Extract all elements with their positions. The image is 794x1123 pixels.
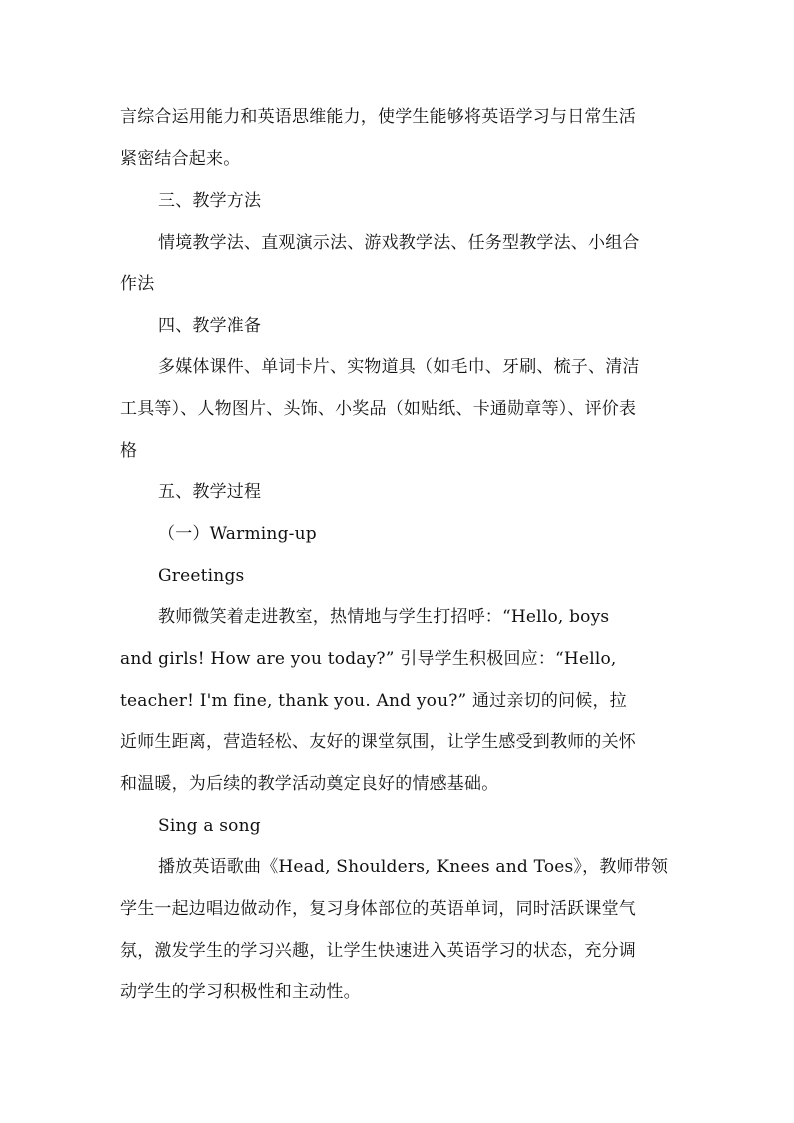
activity-title-greetings: Greetings: [158, 566, 245, 586]
paragraph-line: 工具等）、人物图片、头饰、小奖品（如贴纸、卡通勋章等）、评价表: [120, 399, 637, 419]
paragraph-line: 格: [120, 441, 138, 461]
paragraph-line: 言综合运用能力和英语思维能力，使学生能够将英语学习与日常生活: [120, 107, 636, 127]
paragraph-line: 多媒体课件、单词卡片、实物道具（如毛巾、牙刷、梳子、清洁: [158, 357, 640, 377]
paragraph-line: 教师微笑着走进教室，热情地与学生打招呼：“Hello, boys: [158, 607, 610, 627]
paragraph-line: 播放英语歌曲《Head, Shoulders, Knees and Toes》，教师带领: [158, 857, 669, 877]
activity-title-sing-a-song: Sing a song: [158, 816, 261, 836]
paragraph-line: 动学生的学习积极性和主动性。: [120, 982, 361, 1002]
subsection-heading-warming-up: （一）Warming-up: [158, 524, 317, 544]
paragraph-line: 和温暖，为后续的教学活动奠定良好的情感基础。: [120, 774, 499, 794]
paragraph-line: 情境教学法、直观演示法、游戏教学法、任务型教学法、小组合: [158, 233, 640, 253]
paragraph-line: and girls! How are you today?” 引导学生积极回应：“Hello,: [120, 649, 617, 669]
paragraph-line: 作法: [120, 274, 155, 294]
paragraph-line: 学生一起边唱边做动作，复习身体部位的英语单词，同时活跃课堂气: [120, 899, 636, 919]
section-heading-teaching-methods: 三、教学方法: [158, 191, 262, 211]
section-heading-teaching-preparation: 四、教学准备: [158, 316, 262, 336]
paragraph-line: teacher! I'm fine, thank you. And you?” 通过亲切的问候，拉: [120, 691, 627, 711]
paragraph-line: 氛，激发学生的学习兴趣，让学生快速进入英语学习的状态，充分调: [120, 941, 636, 961]
paragraph-line: 紧密结合起来。: [120, 149, 241, 169]
paragraph-line: 近师生距离，营造轻松、友好的课堂氛围，让学生感受到教师的关怀: [120, 732, 636, 752]
section-heading-teaching-process: 五、教学过程: [158, 482, 262, 502]
